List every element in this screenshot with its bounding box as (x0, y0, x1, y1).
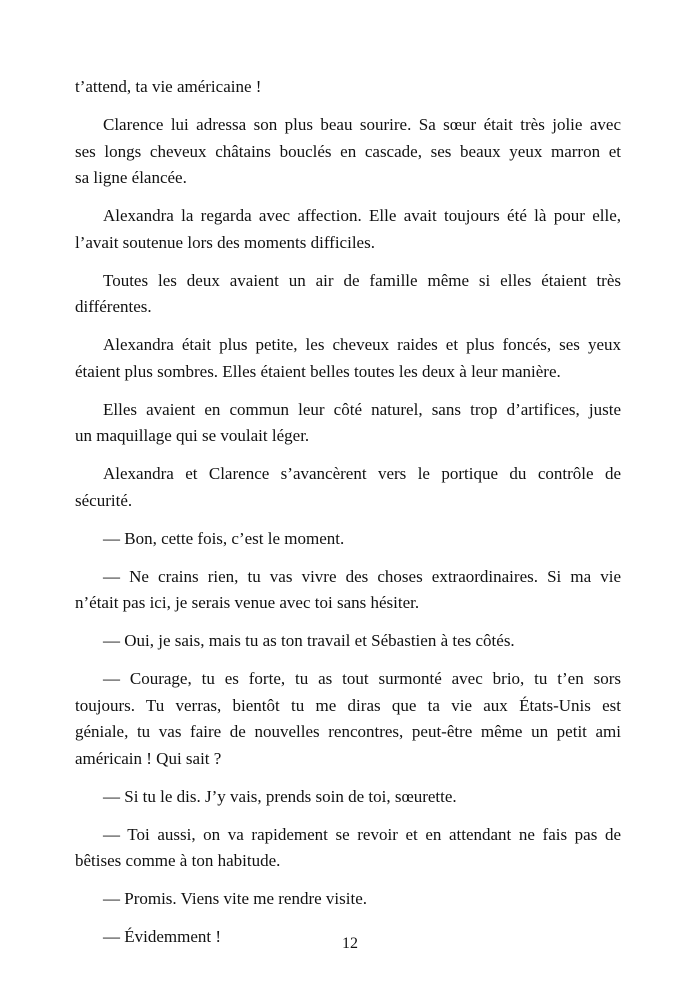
text-line: étaient plus sombres. Elles étaient belles toutes les deux à leur manière. (75, 361, 561, 381)
text-line: sa ligne élancée. (75, 168, 187, 187)
paragraph (75, 526, 621, 553)
text-line: Alexandra la regarda avec affection. Elle avait toujours été là pour elle, (103, 206, 621, 225)
paragraph (75, 666, 621, 772)
paragraph (75, 203, 621, 256)
text-line: américain ! Qui sait ? (75, 748, 222, 768)
paragraph (75, 397, 621, 450)
text-line: ses longs cheveux châtains bouclés en cascade, ses beaux yeux marron et (75, 141, 621, 161)
paragraph (75, 564, 621, 617)
text-line: — Évidemment ! (103, 927, 222, 946)
paragraph (75, 112, 621, 192)
text-line: n’était pas ici, je serais venue avec toi sans hésiter. (75, 593, 420, 612)
text-line: Alexandra était plus petite, les cheveux raides et plus foncés, ses yeux (103, 335, 621, 354)
text-line: — Promis. Viens vite me rendre visite. (103, 889, 368, 908)
paragraph (75, 886, 621, 913)
text-line: — Bon, cette fois, c’est le moment. (103, 528, 345, 548)
text-line: Elles avaient en commun leur côté naturel, sans trop d’artifices, juste (103, 399, 621, 419)
text-line: un maquillage qui se voulait léger. (75, 426, 310, 445)
paragraph (75, 74, 621, 101)
text-line: différentes. (75, 297, 152, 316)
text-line: t’attend, ta vie américaine ! (75, 77, 262, 96)
text-line: — Toi aussi, on va rapidement se revoir et en attendant ne fais pas de (103, 824, 621, 844)
text-line: toujours. Tu verras, bientôt tu me diras que ta vie aux États-Unis est (75, 695, 621, 715)
paragraph (75, 461, 621, 514)
text-line: géniale, tu vas faire de nouvelles rencontres, peut-être même un petit ami (75, 722, 621, 741)
paragraph (75, 628, 621, 655)
text-line: — Si tu le dis. J’y vais, prends soin de toi, sœurette. (103, 786, 457, 806)
text-line: l’avait soutenue lors des moments difficiles. (75, 232, 375, 252)
text-line: sécurité. (75, 490, 133, 510)
text-line: — Oui, je sais, mais tu as ton travail et Sébastien à tes côtés. (103, 631, 515, 650)
page-number: 12 (342, 935, 358, 952)
text-line: bêtises comme à ton habitude. (75, 851, 281, 870)
paragraph (75, 822, 621, 875)
paragraph (75, 784, 621, 811)
text-line: Toutes les deux avaient un air de famille même si elles étaient très (103, 270, 621, 290)
page-body (75, 74, 621, 962)
text-line: Clarence lui adressa son plus beau sourire. Sa sœur était très jolie avec (103, 115, 621, 134)
paragraph (75, 268, 621, 321)
text-line: — Courage, tu es forte, tu as tout surmonté avec brio, tu t’en sors (103, 669, 621, 688)
text-line: Alexandra et Clarence s’avancèrent vers le portique du contrôle de (103, 464, 621, 483)
text-line: — Ne crains rien, tu vas vivre des choses extraordinaires. Si ma vie (103, 566, 621, 586)
paragraph (75, 332, 621, 385)
